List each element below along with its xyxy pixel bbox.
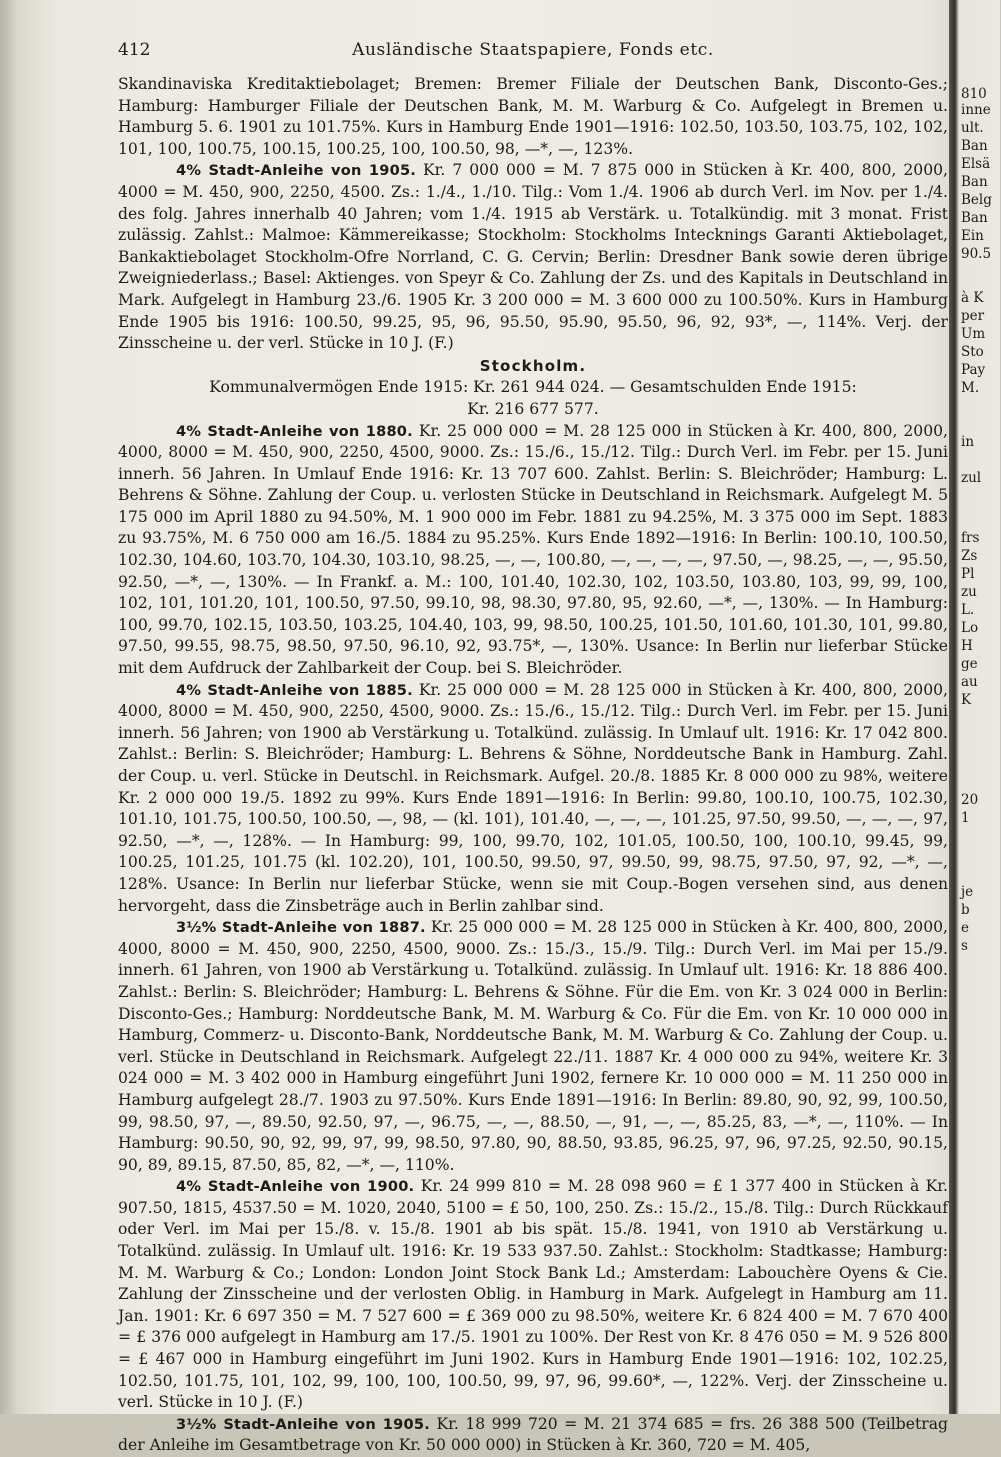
page-body	[118, 30, 948, 1457]
section-heading-stockholm: Stockholm.	[479, 356, 587, 375]
page-header	[118, 30, 948, 74]
margin-fragment: K	[961, 692, 972, 708]
margin-fragment: inne	[961, 102, 991, 118]
entry-1880	[118, 421, 948, 680]
entry-1885	[118, 680, 948, 918]
intro-paragraph	[118, 74, 948, 160]
entry-lead: 4% Stadt-Anleihe von 1905.	[176, 162, 417, 180]
margin-fragment: s	[961, 938, 968, 954]
margin-fragment: zu	[961, 584, 977, 600]
entry-1905-first	[118, 160, 948, 354]
margin-fragment: L.	[961, 602, 975, 618]
margin-fragment: à K	[961, 290, 984, 306]
running-title: Ausländische Staatspapiere, Fonds etc.	[352, 40, 714, 60]
entry-text: Kr. 25 000 000 = M. 28 125 000 in Stücken à Kr. 400, 800, 2000, 4000, 8000 = M. 450, 900, 2250, 4500, 9000. Zs.: 15./6., 15./12. Tilg.: Durch Verl. im Febr. per 15. Juni innerh. 56 Jahren. In Umlauf Ende 1916: Kr. 13 707 600. Zahlst. Berlin: S. Bleichröder; Hamburg: L. Behrens & Söhne. Zahlung der Coup. u. verlosten Stücke in Deutschland in Reichsmark. Aufgelegt M. 5 175 000 im April 1880 zu 94.50%, M. 1 900 000 im Febr. 1881 zu 94.25%, M. 3 375 000 im Sept. 1883 zu 93.75%, M. 6 750 000 am 16./5. 1884 zu 95.25%. Kurs Ende 1892—1916: In Berlin: 100.10, 100.50, 102.30, 104.60, 103.70, 104.30, 103.10, 98.25, —, —, 100.80, —, —, —, —, 97.50, —, 98.25, —, —, 95.50, 92.50, —*, —, 130%. — In Frankf. a. M.: 100, 101.40, 102.30, 102, 103.50, 103.80, 103, 99, 99, 100, 102, 101, 101.20, 101, 100.50, 97.50, 99.10, 98, 98.30, 97.80, 95, 92.60, —*, —, 130%. — In Hamburg: 100, 99.70, 102.15, 103.50, 103.25, 104.40, 103, 99, 98.50, 100.25, 101.50, 101.60, 101.30, 101, 99.80, 97.50, 99.55, 98.75, 98.50, 97.50, 96.10, 92, 93.75*, —, 130%. Usance: In Berlin nur lieferbar Stücke mit dem Aufdruck der Zahlbarkeit der Coup. bei S. Bleichröder.	[118, 421, 948, 678]
entry-lead: 4% Stadt-Anleihe von 1885.	[176, 681, 413, 699]
margin-fragment: M.	[961, 380, 980, 396]
margin-fragment: Ban	[961, 174, 988, 190]
margin-fragment: 810	[961, 86, 987, 102]
entry-text: Kr. 25 000 000 = M. 28 125 000 in Stücken à Kr. 400, 800, 2000, 4000, 8000 = M. 450, 900, 2250, 4500, 9000. Zs.: 15./6., 15./12. Tilg.: Durch Verl. im Febr. per 15. Juni innerh. 56 Jahren; von 1900 ab Verstärkung u. Totalkünd. zulässig. In Umlauf ult. 1916: Kr. 17 042 800. Zahlst.: Berlin: S. Bleichröder; Hamburg: L. Behrens & Söhne, Norddeutsche Bank in Hamburg. Zahl. der Coup. u. verl. Stücke in Deutschl. in Reichsmark. Aufgel. 20./8. 1885 Kr. 8 000 000 zu 98%, weitere Kr. 2 000 000 19./5. 1892 zu 99%. Kurs Ende 1891—1916: In Berlin: 99.80, 100.10, 100.75, 102.30, 101.10, 101.75, 100.50, 100.50, —, 98, — (kl. 101), 101.40, —, —, —, 101.25, 97.50, 99.50, —, —, —, 97, 92.50, —*, —, 128%. — In Hamburg: 99, 100, 99.70, 102, 101.05, 100.50, 100, 100.10, 99.45, 99, 100.25, 101.25, 101.75 (kl. 102.20), 101, 100.50, 99.50, 97, 99.50, 99, 98.75, 97.50, 97, 92, —*, —, 128%. Usance: In Berlin nur lieferbar Stücke, wenn sie mit Coup.-Bogen versehen sind, aus denen hervorgeht, dass die Zinsbeträge auch in Berlin zahlbar sind.	[118, 680, 948, 915]
entry-lead: 3½% Stadt-Anleihe von 1887.	[176, 919, 426, 937]
margin-fragment: Um	[961, 326, 986, 342]
margin-fragment: b	[961, 902, 970, 918]
debts-line: Kr. 216 677 577.	[467, 399, 599, 418]
margin-fragment: ult.	[961, 120, 984, 136]
entry-lead: 4% Stadt-Anleihe von 1880.	[176, 422, 413, 440]
entry-text: Kr. 7 000 000 = M. 7 875 000 in Stücken à Kr. 400, 800, 2000, 4000 = M. 450, 900, 2250, 4500. Zs.: 1./4., 1./10. Tilg.: Vom 1./4. 1906 ab durch Verl. im Nov. per 1./4. des folg. Jahres innerhalb 40 Jahren; vom 1./4. 1915 ab Verstärk. u. Totalkündig. mit 3 monat. Frist zulässig. Zahlst.: Malmoe: Kämmereikasse; Stockholm: Stockholms Intecknings Garanti Aktiebolaget, Bankaktiebolaget Stockholm-Ofre Norrland, C. G. Cervin; Berlin: Dresdner Bank sowie deren übrige Zweigniederlass.; Basel: Aktienges. von Speyr & Co. Zahlung der Zs. und des Kapitals in Deutschland in Mark. Aufgelegt in Hamburg 23./6. 1905 Kr. 3 200 000 = M. 3 600 000 zu 100.50%. Kurs in Hamburg Ende 1905 bis 1916: 100.50, 99.25, 95, 96, 95.50, 95.90, 95.50, 96, 92, 93*, —, 114%. Verj. der Zinsscheine u. der verl. Stücke in 10 J. (F.)	[118, 161, 949, 353]
margin-fragment: per	[961, 308, 985, 324]
entry-1887	[118, 917, 948, 1176]
margin-fragment: Pay	[961, 362, 986, 378]
margin-fragment: frs	[961, 530, 980, 546]
margin-fragment: Pl	[961, 566, 975, 582]
margin-fragment: Belg	[961, 192, 992, 208]
margin-fragment: e	[961, 920, 969, 936]
margin-fragment: Ban	[961, 210, 988, 226]
entry-lead: 3½% Stadt-Anleihe von 1905.	[176, 1415, 430, 1433]
margin-fragment: Ein	[961, 228, 984, 244]
margin-fragment: 1	[961, 810, 970, 826]
margin-fragment: Zs	[961, 548, 978, 564]
margin-fragment: zul	[961, 470, 982, 486]
margin-fragment: 20	[961, 792, 979, 808]
entry-1900	[118, 1176, 948, 1414]
margin-fragment: Lo	[961, 620, 979, 636]
page-left-shadow	[0, 0, 18, 1414]
margin-fragment: je	[961, 884, 974, 900]
entry-lead: 4% Stadt-Anleihe von 1900.	[176, 1178, 415, 1196]
margin-fragment: 90.5	[961, 246, 992, 262]
margin-fragment: ge	[961, 656, 978, 672]
intro-text: Skandinaviska Kreditaktiebolaget; Bremen: Bremer Filiale der Deutschen Bank, Disconto-Ges.; Hamburg: Hamburger Filiale der Deutschen Bank, M. M. Warburg & Co. Aufgelegt in Bremen u. Hamburg 5. 6. 1901 zu 101.75%. Kurs in Hamburg Ende 1901—1916: 102.50, 103.50, 103.75, 102, 102, 101, 100, 100.75, 100.15, 100.25, 100, 100.50, 98, —*, —, 123%.	[118, 75, 948, 158]
entry-text: Kr. 25 000 000 = M. 28 125 000 in Stücken à Kr. 400, 800, 2000, 4000, 8000 = M. 450, 900, 2250, 4500, 9000. Zs.: 15./3., 15./9. Tilg.: Durch Verl. im Mai per 15./9. innerh. 61 Jahren, von 1900 ab Verstärkung u. Totalkünd. zulässig. In Umlauf ult. 1916: Kr. 18 886 400. Zahlst.: Berlin: S. Bleichröder; Hamburg: L. Behrens & Söhne. Für die Em. von Kr. 3 024 000 in Berlin: Disconto-Ges.; Hamburg: Norddeutsche Bank, M. M. Warburg & Co. Für die Em. von Kr. 10 000 000 in Hamburg, Commerz- u. Disconto-Bank, Norddeutsche Bank, M. M. Warburg & Co. Zahlung der Coup. u. verl. Stücke in Deutschland in Reichsmark. Aufgelegt 22./11. 1887 Kr. 4 000 000 zu 94%, weitere Kr. 3 024 000 = M. 3 402 000 in Hamburg eingeführt Juni 1902, fernere Kr. 10 000 000 = M. 11 250 000 in Hamburg aufgelegt 28./7. 1903 zu 97.50%. Kurs Ende 1891—1916: In Berlin: 89.80, 90, 92, 99, 100.50, 99, 98.50, 97, —, 89.50, 92.50, 97, —, 96.75, —, —, 88.50, —, 91, —, —, 85.25, 83, —*, —, 110%. — In Hamburg: 90.50, 90, 92, 99, 97, 99, 98.50, 97.80, 90, 88.50, 93.85, 96.25, 97, 96, 97.25, 92.50, 90.15, 90, 89, 89.15, 87.50, 85, 82, —*, —, 110%.	[118, 918, 948, 1174]
margin-fragment: Elsä	[961, 156, 991, 172]
entry-text: Kr. 18 999 720 = M. 21 374 685 = frs. 26 388 500 (Teilbetrag der Anleihe im Gesamtbetrage von Kr. 50 000 000) in Stücken à Kr. 360, 720 = M. 405,	[118, 1414, 948, 1455]
margin-fragment: Sto	[961, 344, 984, 360]
entry-1905-second	[118, 1414, 948, 1457]
margin-fragment: H	[961, 638, 973, 654]
margin-fragment: Ban	[961, 138, 988, 154]
entry-text: Kr. 24 999 810 = M. 28 098 960 = £ 1 377 400 in Stücken à Kr. 907.50, 1815, 4537.50 = M. 1020, 2040, 5100 = £ 50, 100, 250. Zs.: 15./2., 15./8. Tilg.: Durch Rückkauf oder Verl. im Mai per 15./8. v. 15./8. 1901 ab bis spät. 15./8. 1941, von 1910 ab Verstärkung u. Totalkünd. zulässig. In Umlauf ult. 1916: Kr. 19 533 937.50. Zahlst.: Stockholm: Stadtkasse; Hamburg: M. M. Warburg & Co.; London: London Joint Stock Bank Ld.; Amsterdam: Labouchère Oyens & Cie. Zahlung der Zinsscheine und der verlosten Oblig. in Hamburg in Mark. Aufgelegt in Hamburg am 11. Jan. 1901: Kr. 6 697 350 = M. 7 527 600 = £ 369 000 zu 98.50%, weitere Kr. 6 824 400 = M. 7 670 400 = £ 376 000 aufgelegt in Hamburg am 17./5. 1901 zu 100%. Der Rest von Kr. 8 476 050 = M. 9 526 800 = £ 467 000 in Hamburg eingeführt im Juni 1902. Kurs in Hamburg Ende 1901—1916: 102, 102.25, 102.50, 101.75, 101, 102, 99, 100, 100, 100.50, 99, 97, 96, 99.60*, —, 122%. Verj. der Zinsscheine u. verl. Stücke in 10 J. (F.)	[118, 1177, 949, 1412]
margin-fragment: au	[961, 674, 978, 690]
adjacent-page-strip	[949, 0, 1000, 1414]
page-number: 412	[118, 40, 151, 60]
assets-line: Kommunalvermögen Ende 1915: Kr. 261 944 024. — Gesamtschulden Ende 1915:	[209, 378, 857, 397]
margin-fragment: in	[961, 434, 975, 450]
